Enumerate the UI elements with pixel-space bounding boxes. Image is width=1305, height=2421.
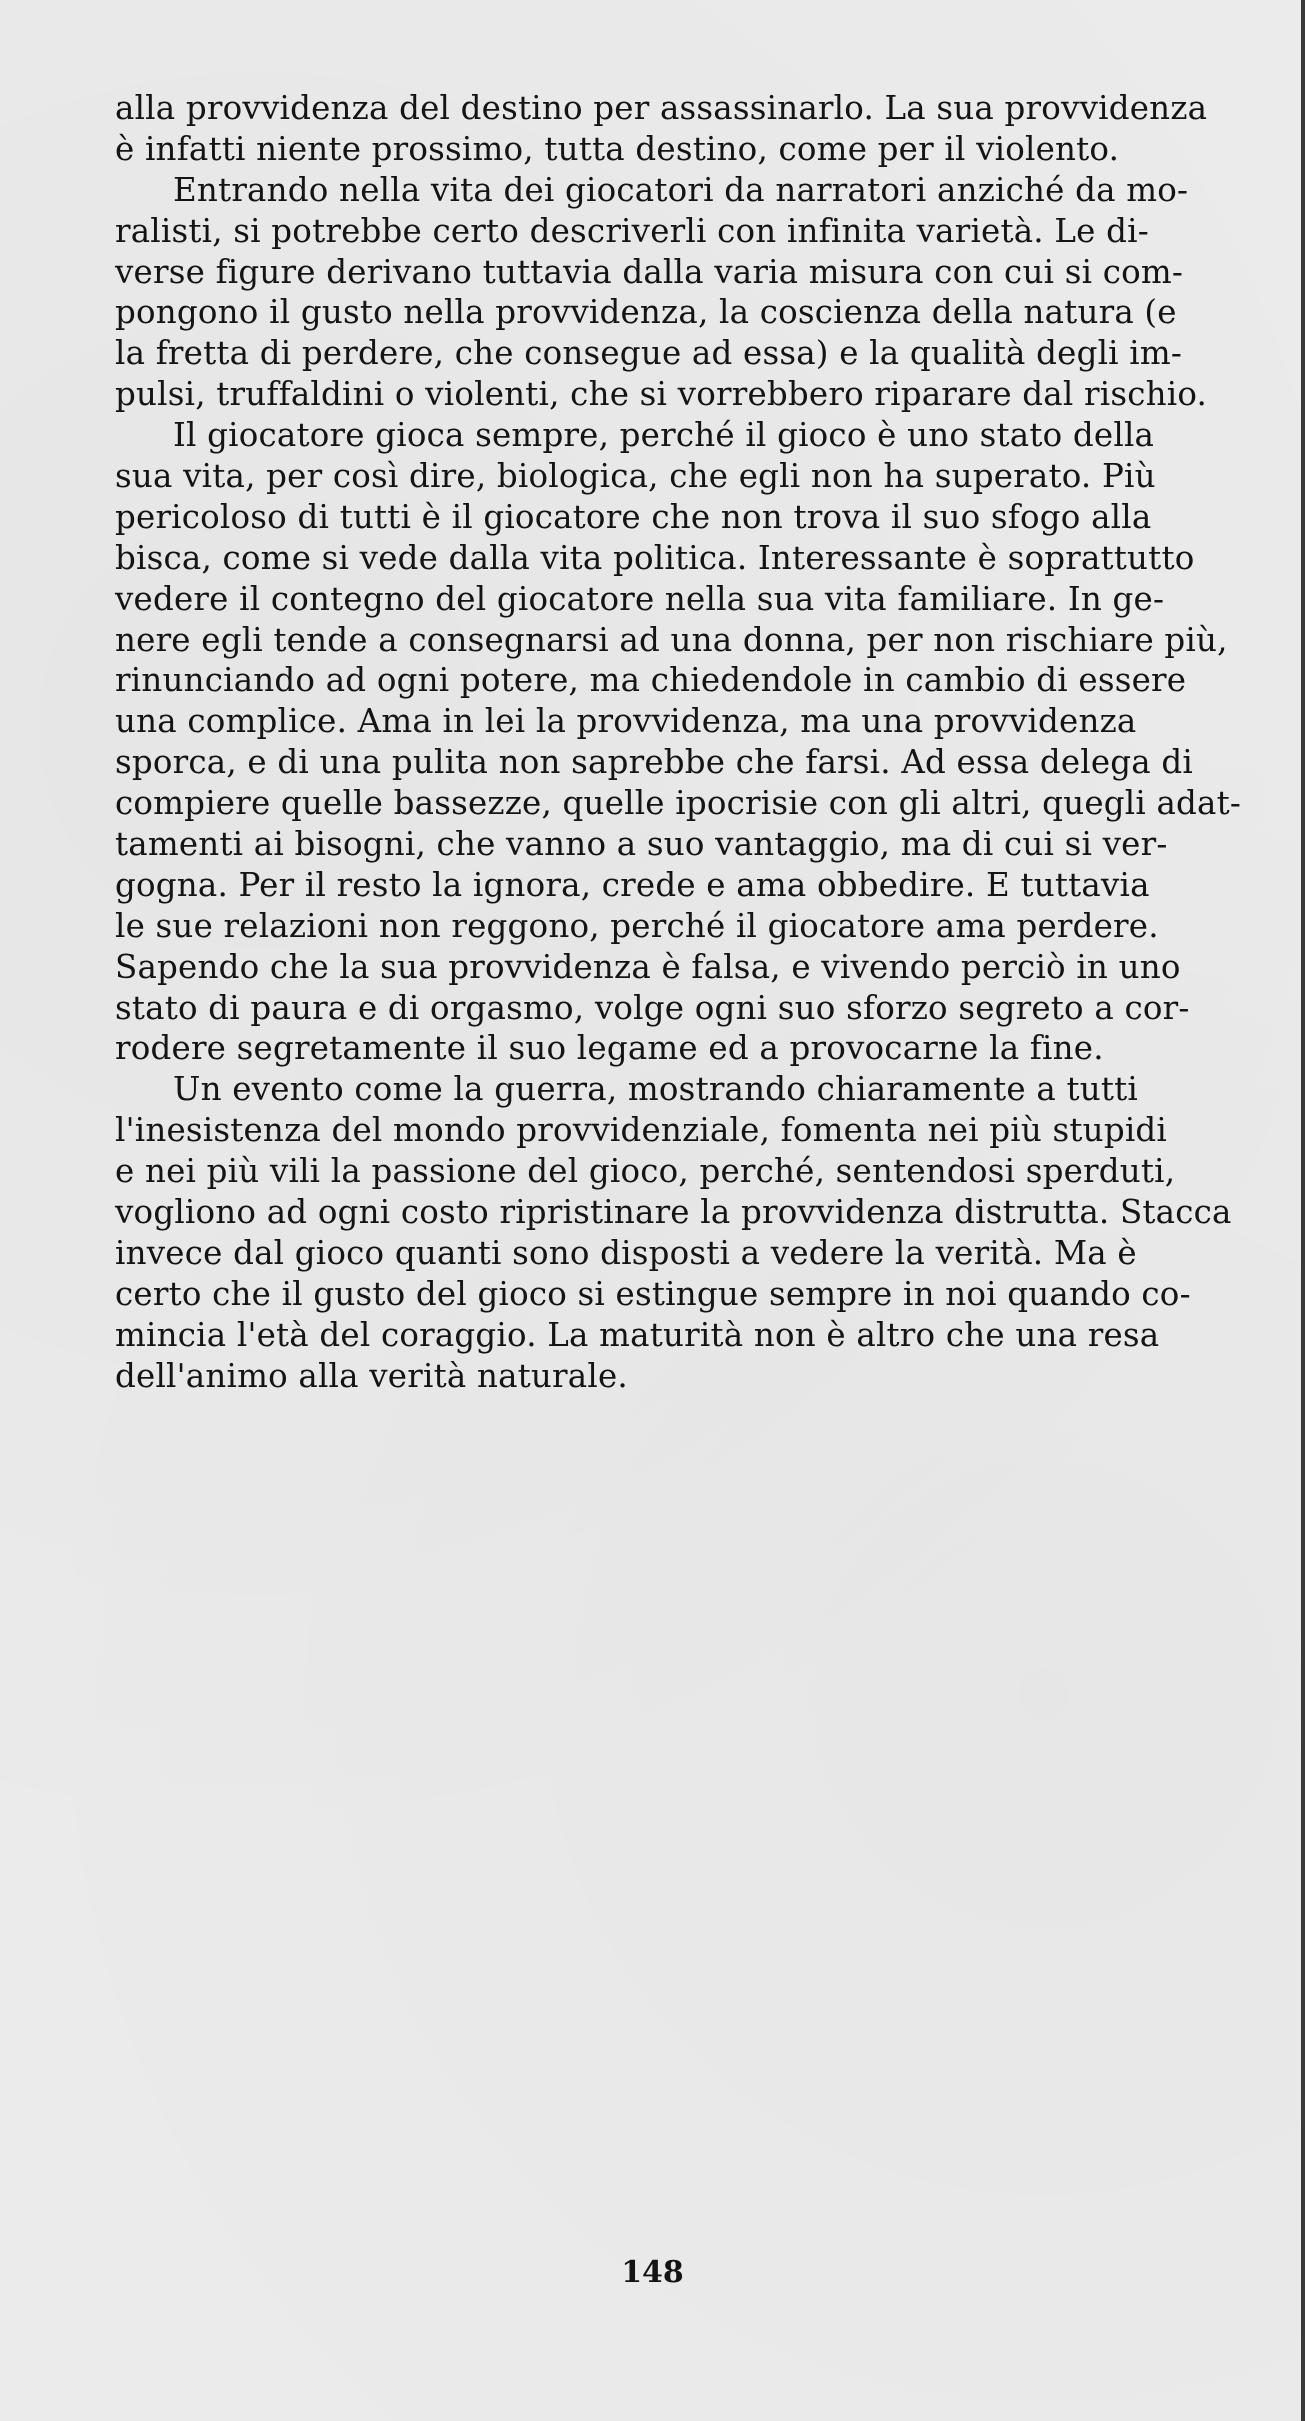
text-line: l'inesistenza del mondo provvidenziale, fomenta nei più stupidi — [115, 1111, 1168, 1150]
paragraph-start-line: Il giocatore gioca sempre, perché il gioco è uno stato della — [173, 416, 1155, 455]
text-line: tamenti ai bisogni, che vanno a suo vantaggio, ma di cui si ver- — [115, 825, 1168, 864]
body-text — [115, 88, 1295, 1397]
text-line: bisca, come si vede dalla vita politica. Interessante è soprattutto — [115, 538, 1195, 577]
paragraph-start-line: Un evento come la guerra, mostrando chiaramente a tutti — [173, 1070, 1139, 1109]
text-line: la fretta di perdere, che consegue ad essa) e la qualità degli im- — [115, 334, 1183, 373]
text-line: nere egli tende a consegnarsi ad una donna, per non rischiare più, — [115, 620, 1228, 659]
text-line: è infatti niente prossimo, tutta destino, come per il violento. — [115, 129, 1120, 168]
text-line: rinunciando ad ogni potere, ma chiedendole in cambio di essere — [115, 661, 1187, 700]
text-line: pongono il gusto nella provvidenza, la coscienza della natura (e — [115, 293, 1177, 332]
text-line: vedere il contegno del giocatore nella sua vita familiare. In ge- — [115, 579, 1165, 618]
text-line: gogna. Per il resto la ignora, crede e ama obbedire. E tuttavia — [115, 865, 1150, 904]
text-line: una complice. Ama in lei la provvidenza, ma una provvidenza — [115, 702, 1137, 741]
text-line: e nei più vili la passione del gioco, perché, sentendosi sperduti, — [115, 1152, 1176, 1191]
page-number: 148 — [621, 2255, 684, 2290]
text-line: stato di paura e di orgasmo, volge ogni suo sforzo segreto a cor- — [115, 988, 1190, 1027]
text-line: compiere quelle bassezze, quelle ipocrisie con gli altri, quegli adat- — [115, 784, 1242, 823]
text-line: pericoloso di tutti è il giocatore che non trova il suo sfogo alla — [115, 497, 1152, 536]
text-line: vogliono ad ogni costo ripristinare la provvidenza distrutta. Stacca — [115, 1193, 1232, 1232]
text-line: dell'animo alla verità naturale. — [115, 1356, 628, 1395]
text-line: ralisti, si potrebbe certo descriverli con infinita varietà. Le di- — [115, 211, 1149, 250]
text-line: invece dal gioco quanti sono disposti a vedere la verità. Ma è — [115, 1233, 1137, 1272]
paragraph-start-line: Entrando nella vita dei giocatori da narratori anziché da mo- — [173, 170, 1189, 209]
text-line: le sue relazioni non reggono, perché il giocatore ama perdere. — [115, 906, 1159, 945]
text-line: sua vita, per così dire, biologica, che egli non ha superato. Più — [115, 457, 1156, 496]
text-line: mincia l'età del coraggio. La maturità non è altro che una resa — [115, 1315, 1160, 1354]
text-line: rodere segretamente il suo legame ed a provocarne la fine. — [115, 1029, 1104, 1068]
text-line: sporca, e di una pulita non saprebbe che farsi. Ad essa delega di — [115, 743, 1193, 782]
text-line: Sapendo che la sua provvidenza è falsa, e vivendo perciò in uno — [115, 947, 1181, 986]
text-line: pulsi, truffaldini o violenti, che si vorrebbero riparare dal rischio. — [115, 375, 1208, 414]
text-line: certo che il gusto del gioco si estingue sempre in noi quando co- — [115, 1274, 1191, 1313]
text-line: alla provvidenza del destino per assassinarlo. La sua provvidenza — [115, 89, 1208, 127]
text-line: verse figure derivano tuttavia dalla varia misura con cui si com- — [115, 252, 1184, 291]
page-edge-shadow — [1301, 0, 1305, 2421]
